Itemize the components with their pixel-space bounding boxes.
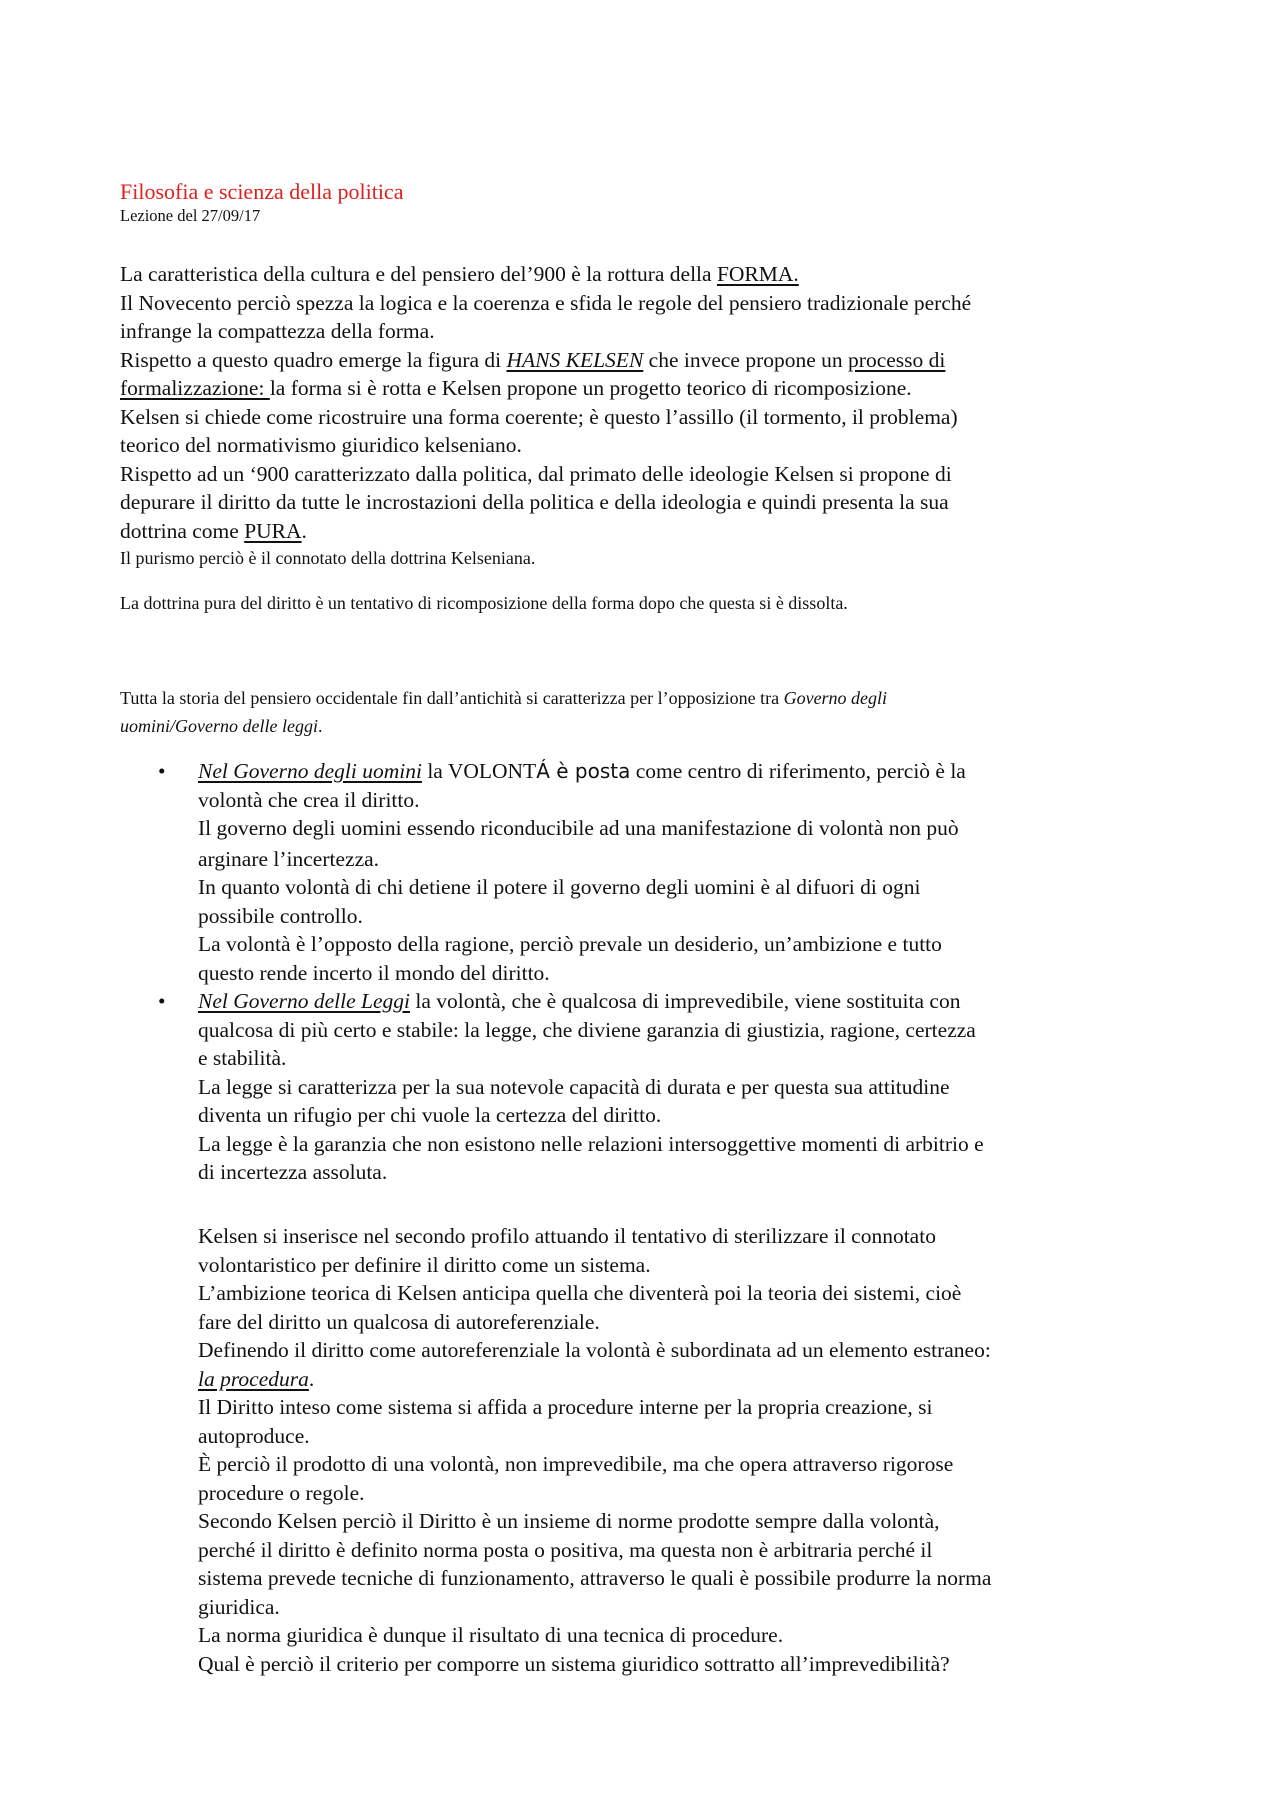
text-line [120, 712, 1170, 740]
purismo-line [120, 544, 1170, 572]
procedura-keyword: la procedura [198, 1366, 309, 1391]
pura-keyword: PURA [244, 518, 302, 543]
text-span: come centro di riferimento, perciò è la [630, 759, 966, 783]
text-line [120, 517, 1170, 546]
text-span: uomini/Governo delle leggi [120, 716, 318, 736]
text-line: di incertezza assoluta. [198, 1160, 388, 1184]
list-item [120, 987, 1180, 1187]
text-span: la forma si è rotta e Kelsen propone un progetto teorico di ricomposizione. [269, 376, 912, 400]
text-line: Qual è perciò il criterio per comporre un sistema giuridico sottratto all’imprevedibilità? [198, 1651, 950, 1676]
text-span: Rispetto a questo quadro emerge la figura di [120, 347, 507, 372]
text-line: L’ambizione teorica di Kelsen anticipa quella che diventerà poi la teoria dei sistemi, cioè [198, 1281, 962, 1305]
processo-keyword: processo di [848, 347, 946, 372]
text-span: la VOLONT [421, 759, 537, 783]
text-line: arginare l’incertezza. [198, 846, 380, 871]
text-span: Á è posta [536, 759, 631, 783]
text-span: . [308, 1366, 315, 1391]
text-line: depurare il diritto da tutte le incrostazioni della politica e della ideologia e quindi presenta la sua [120, 490, 949, 514]
text-line: È perciò il prodotto di una volontà, non imprevedibile, ma che opera attraverso rigorose [198, 1452, 954, 1476]
text-line: In quanto volontà di chi detiene il potere il governo degli uomini è al difuori di ogni [198, 875, 921, 899]
text-line: La legge si caratterizza per la sua notevole capacità di durata e per questa sua attitudine [198, 1074, 950, 1099]
text-line: La norma giuridica è dunque il risultato di una tecnica di procedure. [198, 1623, 784, 1647]
text-span: Tutta la storia del pensiero occidentale fin dall’antichità si caratterizza per l’opposizione tra [120, 688, 784, 708]
dottrina-pura-line [120, 589, 1170, 617]
text-line [120, 684, 1170, 712]
document-title: Filosofia e scienza della politica [120, 179, 404, 204]
text-line: perché il diritto è definito norma posta o positiva, ma questa non è arbitraria perché il [198, 1537, 933, 1562]
text-line: Definendo il diritto come autoreferenziale la volontà è subordinata ad un elemento estraneo: [198, 1338, 991, 1362]
conclusion-paragraph [198, 1222, 1188, 1678]
text-line: La legge è la garanzia che non esistono nelle relazioni intersoggettive momenti di arbitrio e [198, 1131, 984, 1156]
intro-paragraph [120, 260, 1170, 545]
text-line: teorico del normativismo giuridico kelseniano. [120, 433, 522, 457]
text-line: Kelsen si inserisce nel secondo profilo attuando il tentativo di sterilizzare il connotato [198, 1224, 936, 1248]
text-span: dottrina come [120, 518, 245, 543]
text-span: che invece propone un [643, 347, 849, 372]
governo-uomini-keyword: Nel Governo degli uomini [198, 759, 422, 783]
text-span: . [317, 716, 323, 736]
hans-kelsen-keyword: HANS KELSEN [506, 347, 644, 372]
text-line: procedure o regole. [198, 1480, 365, 1505]
text-line: La dottrina pura del diritto è un tentativo di ricomposizione della forma dopo che questa si è dissolta. [120, 593, 848, 613]
lesson-date: Lezione del 27/09/17 [120, 206, 261, 225]
text-line: Il purismo perciò è il connotato della dottrina Kelseniana. [120, 548, 536, 568]
text-span: La caratteristica della cultura e del pensiero del’900 è la rottura della [120, 262, 717, 286]
text-line: possibile controllo. [198, 903, 363, 928]
text-line: fare del diritto un qualcosa di autoreferenziale. [198, 1309, 600, 1334]
text-line: Rispetto ad un ‘900 caratterizzato dalla politica, dal primato delle ideologie Kelsen si propone di [120, 461, 952, 486]
bullet-icon: • [158, 989, 166, 1013]
text-line: qualcosa di più certo e stabile: la legge, che diviene garanzia di giustizia, ragione, certezza [198, 1017, 976, 1042]
text-line: Il Novecento perciò spezza la logica e la coerenza e sfida le regole del pensiero tradizionale perché [120, 290, 972, 315]
text-span: . [301, 518, 307, 543]
text-line: Kelsen si chiede come ricostruire una forma coerente; è questo l’assillo (il tormento, il problema) [120, 404, 958, 429]
text-line [120, 346, 1170, 375]
text-line: infrange la compattezza della forma. [120, 319, 435, 343]
text-line: giuridica. [198, 1594, 280, 1619]
text-line [198, 1365, 1188, 1394]
text-line: volontà che crea il diritto. [198, 787, 420, 812]
governo-leggi-keyword: Nel Governo delle Leggi [198, 989, 410, 1013]
text-line [198, 987, 1180, 1016]
text-line: sistema prevede tecniche di funzionamento, attraverso le quali è possibile produrre la norma [198, 1566, 992, 1590]
text-line: Il governo degli uomini essendo riconducibile ad una manifestazione di volontà non può [198, 816, 959, 840]
text-line: e stabilità. [198, 1046, 287, 1070]
text-line: diventa un rifugio per chi vuole la certezza del diritto. [198, 1103, 662, 1127]
text-line [198, 757, 1180, 786]
text-line: Il Diritto inteso come sistema si affida a procedure interne per la propria creazione, si [198, 1395, 933, 1419]
text-span: la volontà, che è qualcosa di imprevedibile, viene sostituita con [409, 989, 961, 1013]
formalizzazione-keyword: formalizzazione: [120, 376, 270, 400]
text-line: questo rende incerto il mondo del diritto. [198, 960, 550, 985]
forma-keyword: FORMA. [716, 262, 799, 286]
text-line: Secondo Kelsen perciò il Diritto è un insieme di norme prodotte sempre dalla volontà, [198, 1509, 940, 1533]
text-line [120, 374, 1170, 403]
bullet-icon: • [158, 759, 166, 783]
text-line: autoproduce. [198, 1423, 310, 1448]
storia-paragraph [120, 684, 1170, 740]
text-line [120, 260, 1170, 289]
list-item [120, 757, 1180, 987]
text-line: La volontà è l’opposto della ragione, perciò prevale un desiderio, un’ambizione e tutto [198, 932, 942, 956]
text-span: Governo degli [783, 688, 888, 708]
text-line: volontaristico per definire il diritto come un sistema. [198, 1252, 651, 1277]
bullet-list [120, 757, 1180, 1187]
